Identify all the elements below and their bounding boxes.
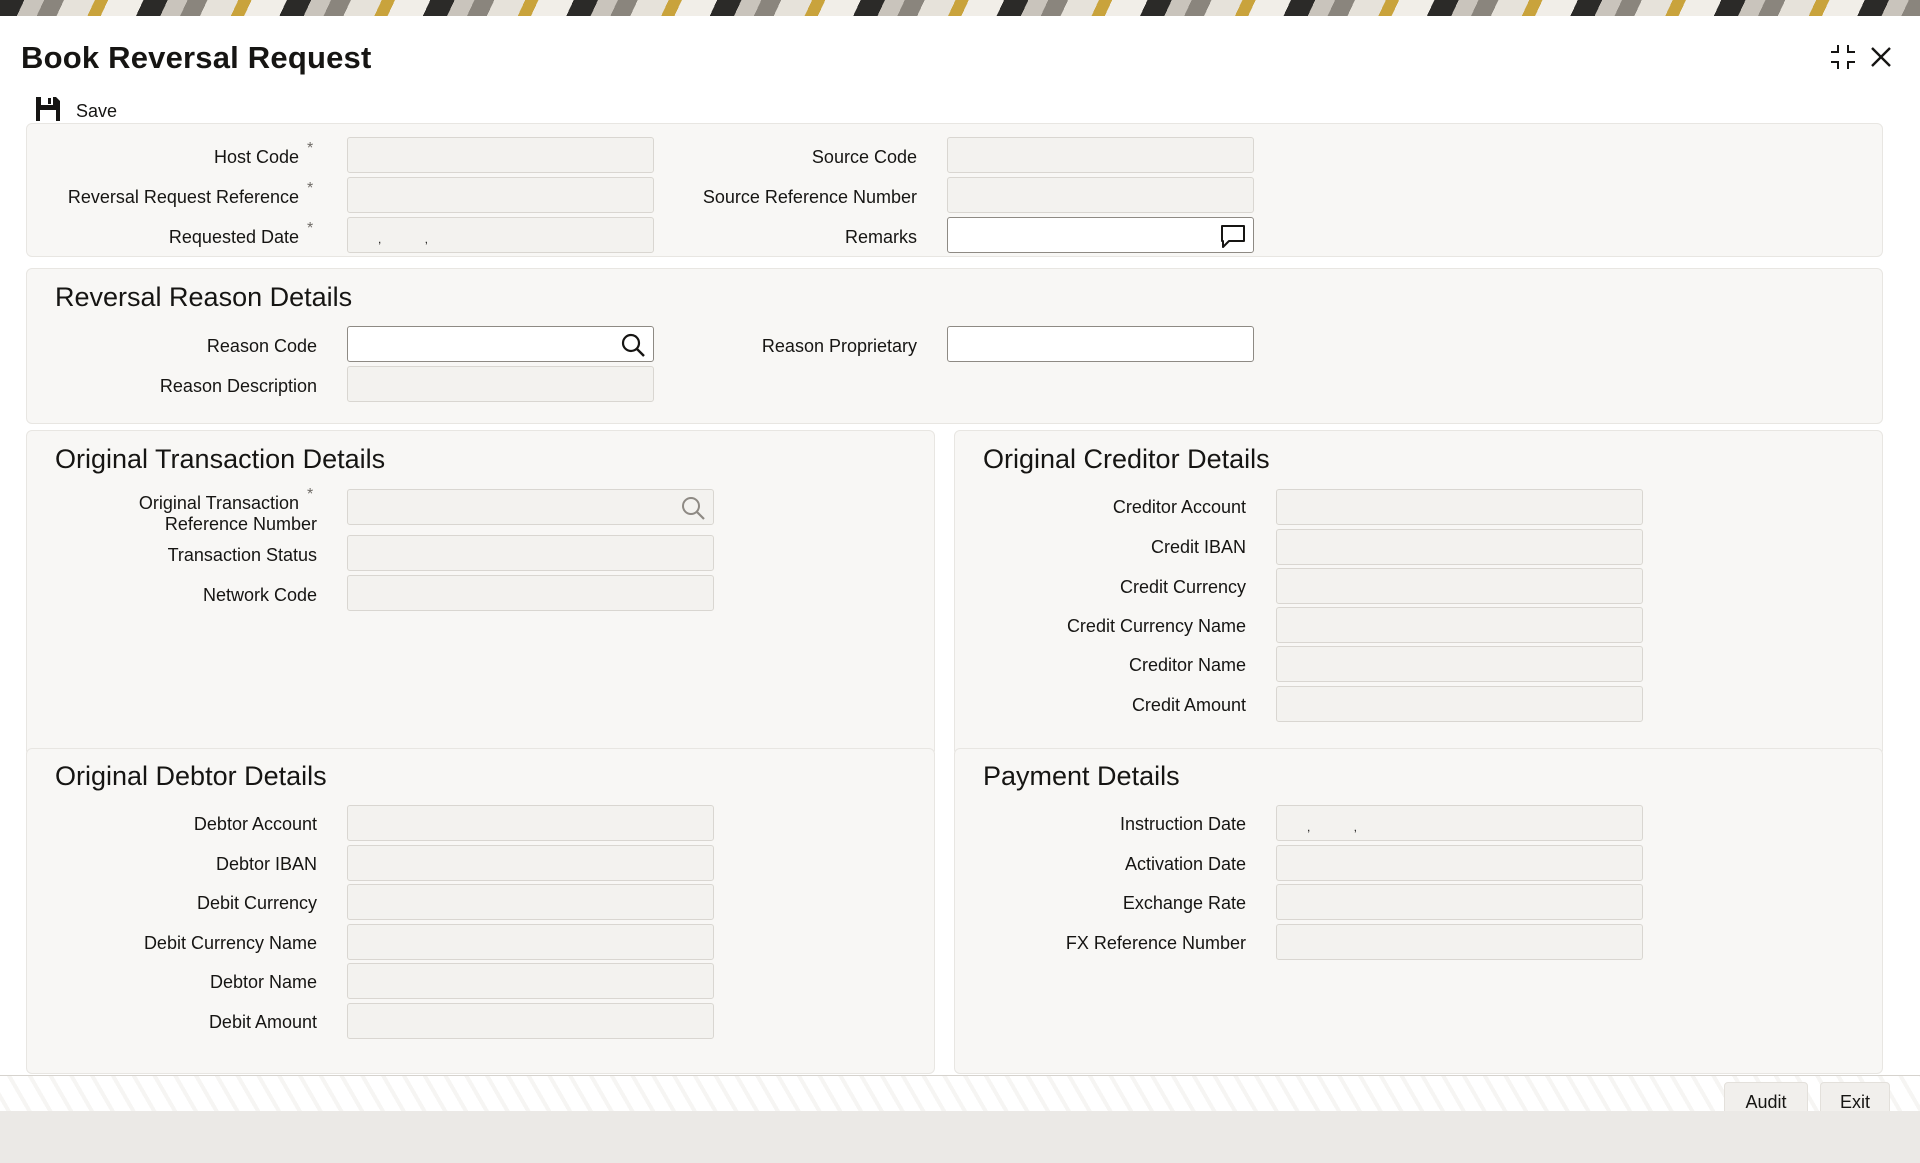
remarks-field[interactable] <box>947 217 1254 253</box>
network-code-input[interactable] <box>348 576 713 610</box>
debtor-account-field[interactable] <box>347 805 714 841</box>
credit-currency-name-field[interactable] <box>1276 607 1643 643</box>
expand-icon[interactable] <box>1828 42 1858 72</box>
reason-description-label: Reason Description <box>159 376 317 396</box>
comment-icon[interactable] <box>1219 222 1247 250</box>
reversal-request-reference-label: Reversal Request Reference <box>67 187 299 207</box>
activation-date-input[interactable] <box>1277 846 1642 880</box>
close-icon[interactable] <box>1866 42 1896 72</box>
background-strip <box>0 1111 1920 1163</box>
credit-amount-label: Credit Amount <box>1131 695 1246 715</box>
host-code-label: Host Code <box>213 147 299 167</box>
debit-currency-name-field[interactable] <box>347 924 714 960</box>
source-reference-number-label: Source Reference Number <box>702 187 917 207</box>
debit-currency-input[interactable] <box>348 885 713 919</box>
debit-currency-field[interactable] <box>347 884 714 920</box>
instruction-date-label: Instruction Date <box>1119 814 1246 834</box>
creditor-account-input[interactable] <box>1277 490 1642 524</box>
credit-iban-input[interactable] <box>1277 530 1642 564</box>
requested-date-value: , , <box>378 232 449 246</box>
activation-date-field[interactable] <box>1276 845 1643 881</box>
debtor-account-label: Debtor Account <box>193 814 317 834</box>
source-reference-number-field[interactable] <box>947 177 1254 213</box>
reason-description-field[interactable] <box>347 366 654 402</box>
debtor-iban-label: Debtor IBAN <box>215 854 317 874</box>
reason-proprietary-input[interactable] <box>948 327 1253 361</box>
original-debtor-title: Original Debtor Details <box>55 761 327 791</box>
audit-button[interactable]: Audit <box>1724 1082 1808 1122</box>
network-code-label: Network Code <box>202 585 317 605</box>
payment-details-title: Payment Details <box>983 761 1180 791</box>
credit-currency-name-input[interactable] <box>1277 608 1642 642</box>
reason-proprietary-field[interactable] <box>947 326 1254 362</box>
transaction-status-input[interactable] <box>348 536 713 570</box>
required-marker: * <box>307 486 314 503</box>
debit-currency-label: Debit Currency <box>196 893 317 913</box>
reversal-reason-title: Reversal Reason Details <box>55 282 353 312</box>
save-button[interactable] <box>34 96 117 126</box>
fx-reference-number-label: FX Reference Number <box>1065 933 1246 953</box>
creditor-account-label: Creditor Account <box>1112 497 1246 517</box>
credit-amount-field[interactable] <box>1276 686 1643 722</box>
debtor-name-label: Debtor Name <box>209 972 317 992</box>
exchange-rate-input[interactable] <box>1277 885 1642 919</box>
requested-date-label: Requested Date <box>168 227 299 247</box>
search-icon[interactable] <box>679 494 707 522</box>
credit-currency-field[interactable] <box>1276 568 1643 604</box>
creditor-name-field[interactable] <box>1276 646 1643 682</box>
debit-amount-input[interactable] <box>348 1004 713 1038</box>
exchange-rate-field[interactable] <box>1276 884 1643 920</box>
creditor-name-input[interactable] <box>1277 647 1642 681</box>
required-marker: * <box>307 140 314 157</box>
transaction-status-field[interactable] <box>347 535 714 571</box>
credit-currency-input[interactable] <box>1277 569 1642 603</box>
save-label: Save <box>76 100 118 121</box>
original-transaction-reference-input[interactable] <box>348 490 713 524</box>
exit-button[interactable]: Exit <box>1820 1082 1890 1122</box>
credit-currency-name-label: Credit Currency Name <box>1066 616 1246 636</box>
debtor-iban-input[interactable] <box>348 846 713 880</box>
original-creditor-title: Original Creditor Details <box>983 444 1270 474</box>
debit-currency-name-label: Debit Currency Name <box>143 933 317 953</box>
required-marker: * <box>307 180 314 197</box>
instruction-date-value: , , <box>1307 820 1378 834</box>
activation-date-label: Activation Date <box>1124 854 1246 874</box>
page-title: Book Reversal Request <box>21 40 372 75</box>
original-transaction-reference-label-line2: Reference Number <box>164 514 317 534</box>
debtor-account-input[interactable] <box>348 806 713 840</box>
transaction-status-label: Transaction Status <box>167 545 317 565</box>
remarks-label: Remarks <box>844 227 917 247</box>
debit-amount-field[interactable] <box>347 1003 714 1039</box>
network-code-field[interactable] <box>347 575 714 611</box>
fx-reference-number-input[interactable] <box>1277 925 1642 959</box>
remarks-input[interactable] <box>948 218 1253 252</box>
exchange-rate-label: Exchange Rate <box>1122 893 1246 913</box>
credit-iban-field[interactable] <box>1276 529 1643 565</box>
decorative-header-band <box>0 0 1920 16</box>
creditor-name-label: Creditor Name <box>1128 655 1246 675</box>
required-marker: * <box>307 220 314 237</box>
source-code-input[interactable] <box>948 138 1253 172</box>
original-transaction-title: Original Transaction Details <box>55 444 386 474</box>
fx-reference-number-field[interactable] <box>1276 924 1643 960</box>
creditor-account-field[interactable] <box>1276 489 1643 525</box>
original-transaction-reference-label-line1: Original Transaction <box>138 493 299 513</box>
credit-iban-label: Credit IBAN <box>1150 537 1246 557</box>
original-transaction-reference-field[interactable] <box>347 489 714 525</box>
credit-amount-input[interactable] <box>1277 687 1642 721</box>
reason-description-input[interactable] <box>348 367 653 401</box>
source-reference-number-input[interactable] <box>948 178 1253 212</box>
instruction-date-field[interactable] <box>1276 805 1643 841</box>
reason-code-label: Reason Code <box>206 336 317 356</box>
debtor-iban-field[interactable] <box>347 845 714 881</box>
debit-amount-label: Debit Amount <box>208 1012 317 1032</box>
debtor-name-input[interactable] <box>348 964 713 998</box>
debit-currency-name-input[interactable] <box>348 925 713 959</box>
book-reversal-request-window <box>0 16 1920 1111</box>
debtor-name-field[interactable] <box>347 963 714 999</box>
credit-currency-label: Credit Currency <box>1119 577 1246 597</box>
reason-proprietary-label: Reason Proprietary <box>761 336 917 356</box>
source-code-field[interactable] <box>947 137 1254 173</box>
source-code-label: Source Code <box>811 147 917 167</box>
